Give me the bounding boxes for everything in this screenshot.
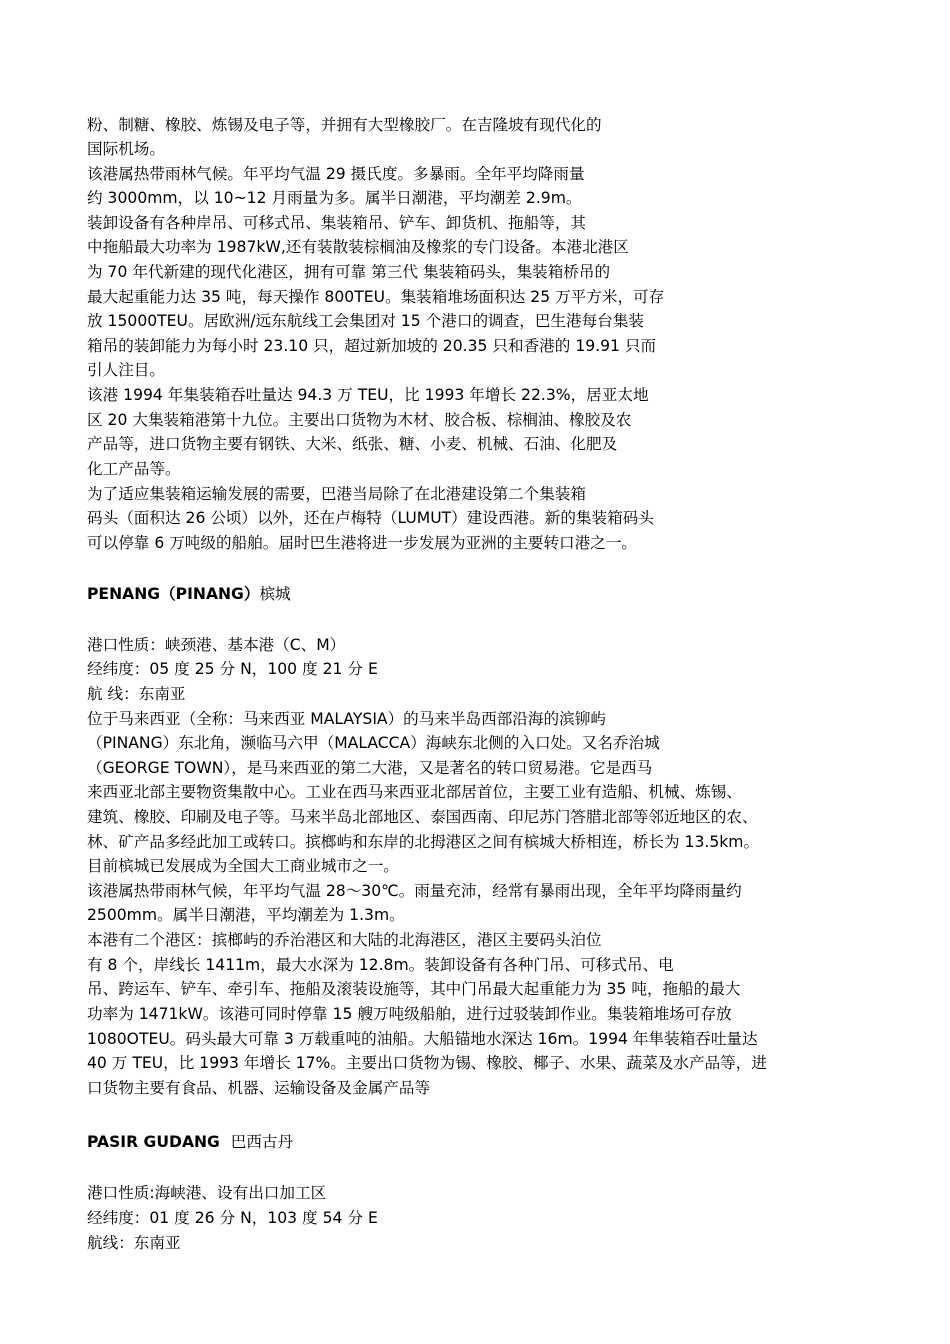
penang-paragraph-line: 功率为 1471kW。该港可同时停靠 15 艘万吨级船舶，进行过驳装卸作业。集装箱堆场可存放 xyxy=(87,1005,732,1023)
pasir-gudang-paragraph-line: 经纬度：01 度 26 分 N，103 度 54 分 E xyxy=(87,1209,378,1227)
klang-paragraph-line: 箱吊的装卸能力为每小时 23.10 只，超过新加坡的 20.35 只和香港的 19.91 只而 xyxy=(87,337,657,355)
penang-paragraph-line: 2500mm。属半日潮港，平均潮差为 1.3m。 xyxy=(87,906,405,924)
heading-port-name-cn: 槟城 xyxy=(259,585,291,603)
klang-paragraph-line: 为 70 年代新建的现代化港区，拥有可靠 第三代 集装箱码头，集装箱桥吊的 xyxy=(87,263,611,281)
penang-paragraph-line: 吊、跨运车、铲车、牵引车、拖船及滚装设施等，其中门吊最大起重能力为 35 吨，拖船的最大 xyxy=(87,980,741,998)
penang-paragraph-line: 40 万 TEU，比 1993 年增长 17%。主要出口货物为锡、橡胶、椰子、水果、蔬菜及水产品等，进 xyxy=(87,1054,767,1072)
klang-paragraph-line: 区 20 大集装箱港第十九位。主要出口货物为木材、胶合板、棕榈油、橡胶及农 xyxy=(87,411,632,429)
penang-paragraph-line: 位于马来西亚（全称：马来西亚 MALAYSIA）的马来半岛西部沿海的滨铆屿 xyxy=(87,710,606,728)
penang-paragraph-line: 有 8 个，岸线长 1411m，最大水深为 12.8m。装卸设备有各种门吊、可移式吊、电 xyxy=(87,956,674,974)
klang-paragraph-line: 化工产品等。 xyxy=(87,460,181,478)
pasir-gudang-paragraph-line: 航线：东南亚 xyxy=(87,1234,181,1252)
klang-paragraph-line: 粉、制糖、橡胶、炼锡及电子等，并拥有大型橡胶厂。在吉隆坡有现代化的 xyxy=(87,116,602,134)
heading-port-name-en: PASIR GUDANG xyxy=(87,1133,220,1151)
klang-paragraph-line: 产品等，进口货物主要有钢铁、大米、纸张、糖、小麦、机械、石油、化肥及 xyxy=(87,435,618,453)
penang-paragraph-line: 林、矿产品多经此加工或转口。摈榔屿和东岸的北拇港区之间有槟城大桥相连，桥长为 13.5km。 xyxy=(87,833,760,851)
penang-paragraph-line: 目前槟城已发展成为全国大工商业城市之一。 xyxy=(87,857,399,875)
klang-paragraph-line: 为了适应集装箱运输发展的需要，巴港当局除了在北港建设第二个集装箱 xyxy=(87,485,587,503)
pasir-gudang-heading xyxy=(87,1131,293,1153)
klang-paragraph-line: 可以停靠 6 万吨级的船舶。届时巴生港将进一步发展为亚洲的主要转口港之一。 xyxy=(87,534,638,552)
penang-paragraph-line: 经纬度：05 度 25 分 N，100 度 21 分 E xyxy=(87,660,378,678)
klang-paragraph-line: 放 15000TEU。居欧洲/远东航线工会集团对 15 个港口的调查，巴生港每台集装 xyxy=(87,312,644,330)
penang-paragraph-line: 航 线：东南亚 xyxy=(87,685,186,703)
klang-paragraph-line: 中拖船最大功率为 1987kW,还有装散装棕榈油及橡浆的专门设备。本港北港区 xyxy=(87,238,629,256)
klang-paragraph-line: 该港属热带雨林气候。年平均气温 29 摄氏度。多暴雨。全年平均降雨量 xyxy=(87,165,585,183)
heading-port-name-alt: （PINANG） xyxy=(160,585,260,603)
klang-paragraph-line: 引人注目。 xyxy=(87,361,165,379)
penang-paragraph-line: 该港属热带雨林气候，年平均气温 28～30℃。雨量充沛，经常有暴雨出现，全年平均降雨量约 xyxy=(87,882,742,900)
klang-paragraph-line: 最大起重能力达 35 吨，每天操作 800TEU。集装箱堆场面积达 25 万平方米，可存 xyxy=(87,288,665,306)
penang-paragraph-line: 1080OTEU。码头最大可靠 3 万载重吨的油船。大船锚地水深达 16m。1994 年隼装箱吞吐量达 xyxy=(87,1030,758,1048)
penang-heading xyxy=(87,583,291,605)
pasir-gudang-paragraph-line: 港口性质:海峡港、设有出口加工区 xyxy=(87,1184,327,1202)
penang-paragraph-line: 港口性质：峡颈港、基本港（C、M） xyxy=(87,636,346,654)
penang-paragraph-line: 建筑、橡胶、印刷及电子等。马来半岛北部地区、泰国西南、印尼苏门答腊北部等邻近地区的农、 xyxy=(87,808,758,826)
penang-paragraph-line: 口货物主要有食品、机器、运输设备及金属产品等 xyxy=(87,1079,431,1097)
klang-paragraph-line: 码头（面积达 26 公顷）以外，还在卢梅特（LUMUT）建设西港。新的集装箱码头 xyxy=(87,509,654,527)
heading-port-name-en: PENANG xyxy=(87,585,161,603)
klang-paragraph-line: 约 3000mm，以 10~12 月雨量为多。属半日潮港，平均潮差 2.9m。 xyxy=(87,189,582,207)
penang-paragraph-line: （PINANG）东北角，濒临马六甲（MALACCA）海峡东北侧的入口处。又名乔治城 xyxy=(87,734,660,752)
heading-port-name-cn: 巴西古丹 xyxy=(230,1133,294,1151)
penang-paragraph-line: 本港有二个港区：摈榔屿的乔治港区和大陆的北海港区，港区主要码头泊位 xyxy=(87,931,602,949)
penang-paragraph-line: 来西亚北部主要物资集散中心。工业在西马来西亚北部居首位，主要工业有造船、机械、炼锡、 xyxy=(87,783,742,801)
klang-paragraph-line: 国际机场。 xyxy=(87,140,165,158)
klang-paragraph-line: 装卸设备有各种岸吊、可移式吊、集装箱吊、铲车、卸货机、拖船等，其 xyxy=(87,214,587,232)
klang-paragraph-line: 该港 1994 年集装箱吞吐量达 94.3 万 TEU，比 1993 年增长 22.3%，居亚太地 xyxy=(87,386,649,404)
penang-paragraph-line: （GEORGE TOWN），是马来西亚的第二大港，又是著名的转口贸易港。它是西马 xyxy=(87,759,653,777)
